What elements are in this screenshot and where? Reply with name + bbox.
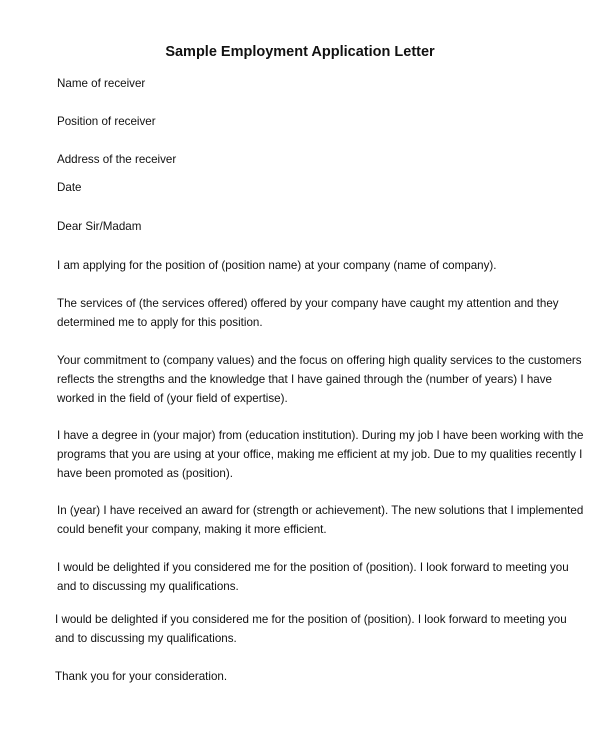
paragraph-3 bbox=[57, 351, 582, 408]
paragraph-4 bbox=[57, 426, 584, 483]
paragraph-line: could benefit your company, making it more efficient. bbox=[57, 523, 327, 536]
paragraph-line: In (year) I have received an award for (strength or achievement). The new solutions that I implemented bbox=[57, 504, 584, 517]
receiver-address: Address of the receiver bbox=[57, 153, 177, 166]
paragraph-line: worked in the field of (your field of expertise). bbox=[57, 392, 288, 405]
paragraph-line: The services of (the services offered) offered by your company have caught my attention and they bbox=[57, 297, 559, 310]
letter-date: Date bbox=[57, 181, 82, 194]
paragraph-7 bbox=[55, 610, 567, 648]
paragraph-line: determined me to apply for this position. bbox=[57, 316, 263, 329]
paragraph-line: Your commitment to (company values) and the focus on offering high quality services to the customers bbox=[57, 354, 582, 367]
paragraph-line: and to discussing my qualifications. bbox=[55, 632, 237, 645]
paragraph-line: programs that you are using at your office, making me efficient at my job. Due to my qualities recently I bbox=[57, 448, 583, 461]
paragraph-line: have been promoted as (position). bbox=[57, 467, 233, 480]
paragraph-line: and to discussing my qualifications. bbox=[57, 580, 239, 593]
receiver-position: Position of receiver bbox=[57, 115, 156, 128]
paragraph-1 bbox=[57, 256, 497, 275]
letter-title: Sample Employment Application Letter bbox=[165, 44, 435, 60]
paragraph-line: I would be delighted if you considered me for the position of (position). I look forward to meeting you bbox=[57, 561, 569, 574]
salutation: Dear Sir/Madam bbox=[57, 220, 142, 233]
paragraph-line: I have a degree in (your major) from (education institution). During my job I have been working with the bbox=[57, 429, 584, 442]
paragraph-line: reflects the strengths and the knowledge that I have gained through the (number of years) I have bbox=[57, 373, 552, 386]
paragraph-6 bbox=[57, 558, 569, 596]
closing-line: Thank you for your consideration. bbox=[55, 670, 228, 683]
paragraph-2 bbox=[57, 294, 559, 332]
paragraph-line: I would be delighted if you considered me for the position of (position). I look forward to meeting you bbox=[55, 613, 567, 626]
paragraph-5 bbox=[57, 501, 583, 539]
paragraph-line: I am applying for the position of (position name) at your company (name of company). bbox=[57, 259, 497, 272]
receiver-name: Name of receiver bbox=[57, 77, 146, 90]
